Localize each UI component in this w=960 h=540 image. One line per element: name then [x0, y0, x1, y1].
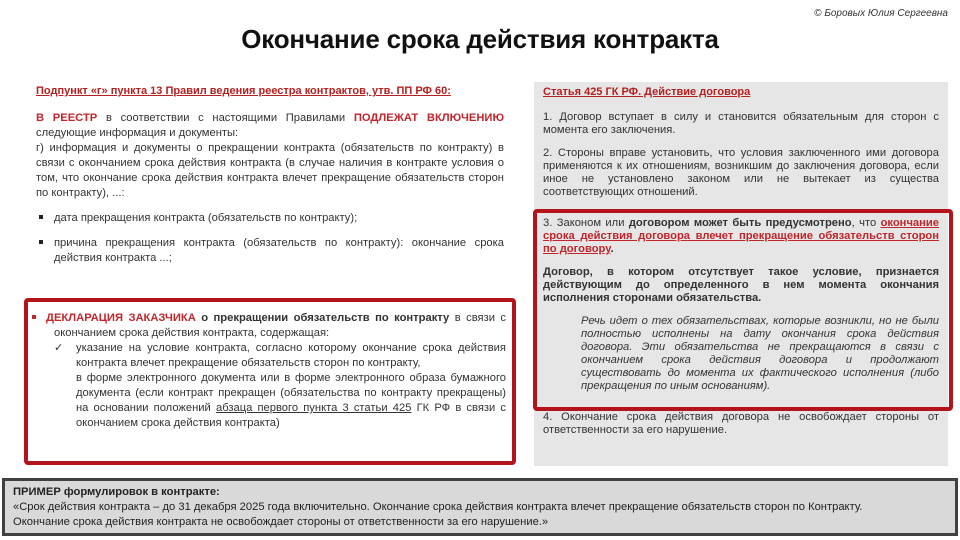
article-425-link[interactable]: абзаца первого пункта 3 статьи 425 [215, 402, 412, 414]
left-lead: В РЕЕСТР в соответствии с настоящими Правилами ПОДЛЕЖАТ ВКЛЮЧЕНИЮ следующие информация и документы: [36, 112, 504, 139]
red-bullet-icon [32, 315, 36, 319]
declaration-form-text: в форме электронного документа или в форме электронного образа бумажного документа (если контракт прекращен (обязательства по контракту прекращены) на основании положений абзаца первого пункта 3 статьи 425 ГК РФ в связи с окончанием срока действия контракта) [76, 372, 507, 429]
declaration-block: ДЕКЛАРАЦИЯ ЗАКАЗЧИКА о прекращении обязательств по контракту в связи с окончанием срока действия контракта, содержащая: ✓ указание на условие контракта, согласно которому окончание срока действия контракта влечет прекращение обязательств сторон по контракту, в форме электронного документа или в форме электронного образа бумажного документа (если контракт прекращен (обязательства по контракту прекращены) на основании положений абзаца первого пункта 3 статьи 425 ГК РФ в связи с окончанием срока действия контракта) [54, 311, 506, 431]
left-bullet-1: дата прекращения контракта (обязательств по контракту); [36, 211, 504, 226]
slide-title: Окончание срока действия контракта [241, 24, 719, 54]
example-heading: ПРИМЕР формулировок в контракте: [13, 486, 220, 498]
article-point-2: 2. Стороны вправе установить, что условия заключенного ими договора применяются к их отношениям, возникшим до заключения договора, если иное не установлено законом или не вытекает из существа соответствующих отношений. [543, 147, 939, 198]
copyright-note: © Боровых Юлия Сергеевна [814, 8, 948, 19]
right-source-link[interactable]: Статья 425 ГК РФ. Действие договора [543, 86, 751, 98]
checkmark-icon: ✓ [54, 342, 64, 354]
left-bullet-2: причина прекращения контракта (обязательств по контракту): окончание срока действия контракта ...; [36, 236, 504, 266]
article-point-3: 3. Законом или договором может быть предусмотрено, что окончание срока действия договора влечет прекращение обязательств сторон по договору. [543, 217, 940, 255]
left-clause: г) информация и документы о прекращении контракта (обязательств по контракту) в связи с окончанием срока действия контракта (в случае наличия в контракте условия о том, что окончание срока действия контракта влечет прекращение обязательств сторон по контракту), ...: [36, 142, 504, 199]
right-column [543, 86, 939, 437]
declaration-check-item: ✓ указание на условие контракта, согласно которому окончание срока действия контракта влечет прекращение обязательств сторон по контракту, [54, 342, 506, 369]
example-line-2: Окончание срока действия контракта не освобождает стороны от ответственности за его нарушение.» [13, 516, 549, 528]
bullet-icon [36, 211, 54, 219]
example-box [2, 478, 958, 536]
example-line-1: «Срок действия контракта – до 31 декабря 2025 года включительно. Окончание срока действия контракта влечет прекращение обязательств сторон по Контракту. [13, 501, 863, 513]
article-point-4: 4. Окончание срока действия договора не освобождает стороны от ответственности за его нарушение. [543, 411, 939, 436]
article-point-1: 1. Договор вступает в силу и становится обязательным для сторон с момента его заключения. [543, 111, 939, 136]
bullet-icon [36, 236, 54, 244]
article-point-3-second: Договор, в котором отсутствует такое условие, признается действующим до определенного в нем момента окончания исполнения сторонами обязательства. [543, 266, 939, 304]
left-source-link[interactable]: Подпункт «г» пункта 13 Правил ведения реестра контрактов, утв. ПП РФ 60: [36, 85, 451, 97]
commentary-note: Речь идет о тех обязательствах, которые возникли, но не были полностью исполнены на дату окончания срока действия договора. Эти обязательства не прекращаются в связи с окончанием срока действия договора и продолжают существовать до момента их фактического исполнения (либо прекращения по иным основаниям). [581, 315, 939, 392]
left-column [36, 84, 504, 266]
